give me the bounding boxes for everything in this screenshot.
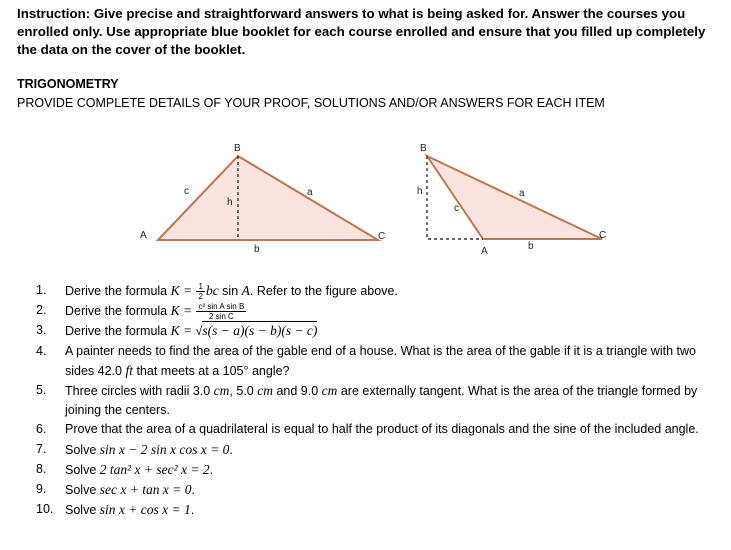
item-text: Solve [65,503,100,518]
item-fraction: $\frac{1}{2}$ [198,282,203,302]
item-text: Prove that the area of a quadrilateral is equal to half the product of its diagonals and the sine of the included angle. [65,422,699,437]
triangle-1-label-C: C [378,231,386,242]
item-number: 8. [36,461,47,476]
question-list [36,281,726,520]
triangles-figure [130,138,610,263]
triangle-2-label-b: b [528,241,534,252]
triangle-2-label-A: A [481,246,488,257]
triangle-1-label-a: a [307,187,313,198]
triangle-1-label-A: A [140,230,147,241]
triangle-1-label-b: b [254,244,260,255]
triangle-2-label-C: C [599,230,607,241]
item-number: 9. [36,482,47,497]
item-text: Derive the formula [65,304,171,319]
triangle-1-label-c: c [184,186,189,197]
triangle-1-label-h: h [227,197,233,208]
item-number: 2. [36,303,47,318]
directions-text: PROVIDE COMPLETE DETAILS OF YOUR PROOF, SOLUTIONS AND/OR ANSWERS FOR EACH ITEM [17,96,605,110]
item-number: 3. [36,323,47,338]
item-number: 6. [36,422,47,437]
item-text: Solve [65,462,100,477]
triangle-2-label-h: h [417,186,423,197]
triangle-1-label-B: B [234,143,241,154]
item-number: 5. [36,383,47,398]
list-item: 10. Solve sin x + cos x = 1. [36,500,726,520]
item-text: A painter needs to find the area of the gable end of a house. What is the area of the gable if it is a triangle with two sides 42.0 [65,343,696,378]
list-item: 4. A painter needs to find the area of the gable end of a house. What is the area of the gable if it is a triangle with two sides 42.0 ft that meets at a 105° angle? [36,342,726,381]
subject-heading: TRIGONOMETRY [17,77,119,91]
list-item [36,420,726,439]
item-text: Solve [65,442,100,457]
list-item: 7. Solve sin x − 2 sin x cos x = 0. [36,440,726,460]
item-text: Derive the formula [65,284,171,298]
list-item: 3. Derive the formula K = √s(s − a)(s − b)(s − c) [36,321,726,341]
list-item: 8. Solve 2 tan² x + sec² x = 2. [36,460,726,480]
triangle-2-label-B: B [420,143,427,154]
item-text: Derive the formula [65,324,171,339]
triangle-1-shape [158,156,378,240]
item-math: K = [170,283,196,298]
list-item: 9. Solve sec x + tan x = 0. [36,480,726,500]
item-text: Solve [65,483,100,498]
triangle-2-label-a: a [519,188,525,199]
list-item: 5. Three circles with radii 3.0 cm, 5.0 cm and 9.0 cm are externally tangent. What is the area of the triangle formed by joining the centers. [36,381,726,420]
triangle-2-label-c: c [454,203,459,214]
item-fraction: $\frac{\text{c² sin A sin B}}{\text{2 sin C}}$ [198,302,245,322]
item-text: Three circles with radii 3.0 [65,384,214,399]
item-number: 10. [36,502,54,517]
list-item: 1. Derive the formula K = $\frac{1}{2}$ bc sin A. Refer to the figure above. [36,282,398,302]
item-number: 4. [36,343,47,358]
item-number: 7. [36,441,47,456]
triangle-2-shape [427,156,602,239]
list-item: 2. Derive the formula K = $\frac{\text{c² sin A sin B}}{\text{2 sin C}}$ [36,302,245,322]
sqrt-symbol: √ [195,324,203,339]
item-number: 1. [36,283,47,297]
instructions-text: Instruction: Give precise and straightforward answers to what is being asked for. Answer the courses you enrolled only. Use appropriate blue booklet for each course enrolled and ensure that you filled up completely the data on the cover of the booklet. [17,6,706,57]
